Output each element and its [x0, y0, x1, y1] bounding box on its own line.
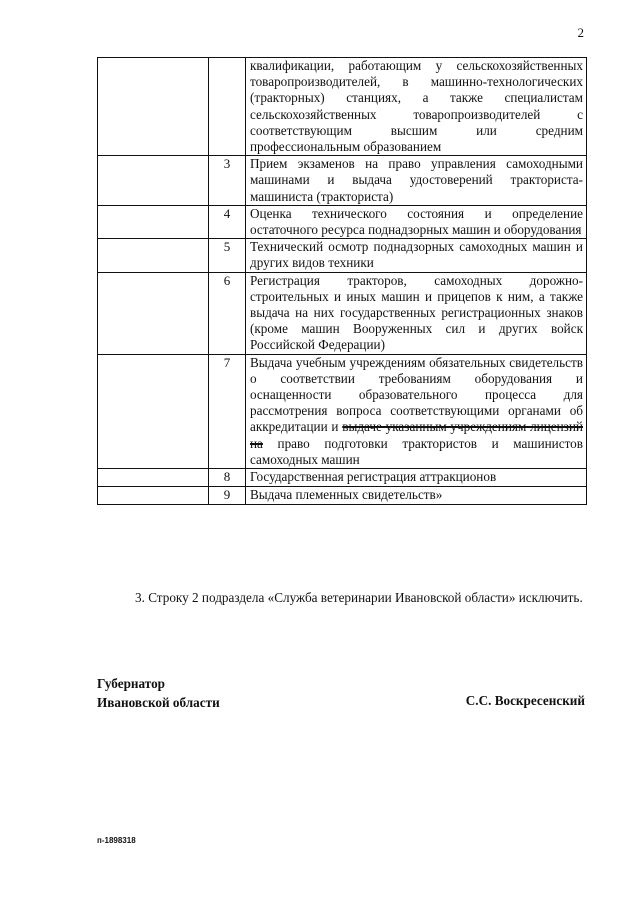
empty-cell — [98, 354, 209, 468]
row-number: 8 — [209, 469, 246, 487]
row-text-part: право подготовки трактористов и машинистов самоходных машин — [250, 435, 583, 467]
struck-text: выдаче указанным учреждениям лицензий на — [250, 419, 583, 451]
row-text: Прием экзаменов на право управления самоходными машинами и выдача удостоверений тракториста-машиниста (тракториста) — [250, 156, 583, 204]
empty-cell — [98, 487, 209, 505]
row-text: Выдача племенных свидетельств» — [250, 487, 443, 503]
table-row — [98, 58, 587, 156]
signature-name: С.С. Воскресенский — [465, 693, 585, 708]
row-number — [209, 58, 246, 156]
empty-cell — [98, 156, 209, 206]
signature-title-line: Ивановской области — [97, 695, 220, 710]
page-number: 2 — [577, 25, 584, 40]
row-text — [250, 355, 583, 468]
row-text: Оценка технического состояния и определение остаточного ресурса поднадзорных машин и оборудования — [250, 205, 583, 238]
signature-title-line: Губернатор — [97, 676, 165, 691]
services-table — [97, 57, 587, 505]
signature-title — [97, 674, 220, 712]
row-text: Регистрация тракторов, самоходных дорожно-строительных и иных машин и прицепов к ним, а также выдача на них государственных регистрационных знаков (кроме машин Вооруженных сил и других войск Российской Федерации) — [250, 272, 583, 353]
empty-cell — [98, 272, 209, 354]
row-number: 9 — [209, 487, 246, 505]
table-row — [98, 239, 587, 272]
empty-cell — [98, 469, 209, 487]
row-number: 6 — [209, 272, 246, 354]
empty-cell — [98, 205, 209, 238]
table-row — [98, 487, 587, 505]
table-row — [98, 469, 587, 487]
empty-cell — [98, 239, 209, 272]
row-number: 3 — [209, 156, 246, 206]
table-row — [98, 156, 587, 206]
row-number: 4 — [209, 205, 246, 238]
table-row — [98, 272, 587, 354]
row-number: 7 — [209, 354, 246, 468]
row-text: Государственная регистрация аттракционов — [250, 469, 497, 485]
table-row — [98, 205, 587, 238]
table-row — [98, 354, 587, 468]
row-text: квалификации, работающим у сельскохозяйственных товаропроизводителей, в машинно-технологических (тракторных) станциях, а также специалистам сельскохозяйственных товаропроизводителей с соответствующим высшим или средним профессиональным образованием — [250, 58, 583, 155]
empty-cell — [98, 58, 209, 156]
row-text: Технический осмотр поднадзорных самоходных машин и других видов техники — [250, 239, 583, 271]
row-text-part: Выдача учебным учреждениям обязательных свидетельств о соответствии требованиям оборудования и оснащенности образовательного процесса для рассмотрения вопроса соответствующими органами об аккредитации и — [250, 354, 583, 435]
row-number: 5 — [209, 239, 246, 272]
document-code: п-1898318 — [97, 836, 136, 845]
amendment-paragraph: 3. Строку 2 подраздела «Служба ветеринарии Ивановской области» исключить. — [135, 590, 583, 605]
